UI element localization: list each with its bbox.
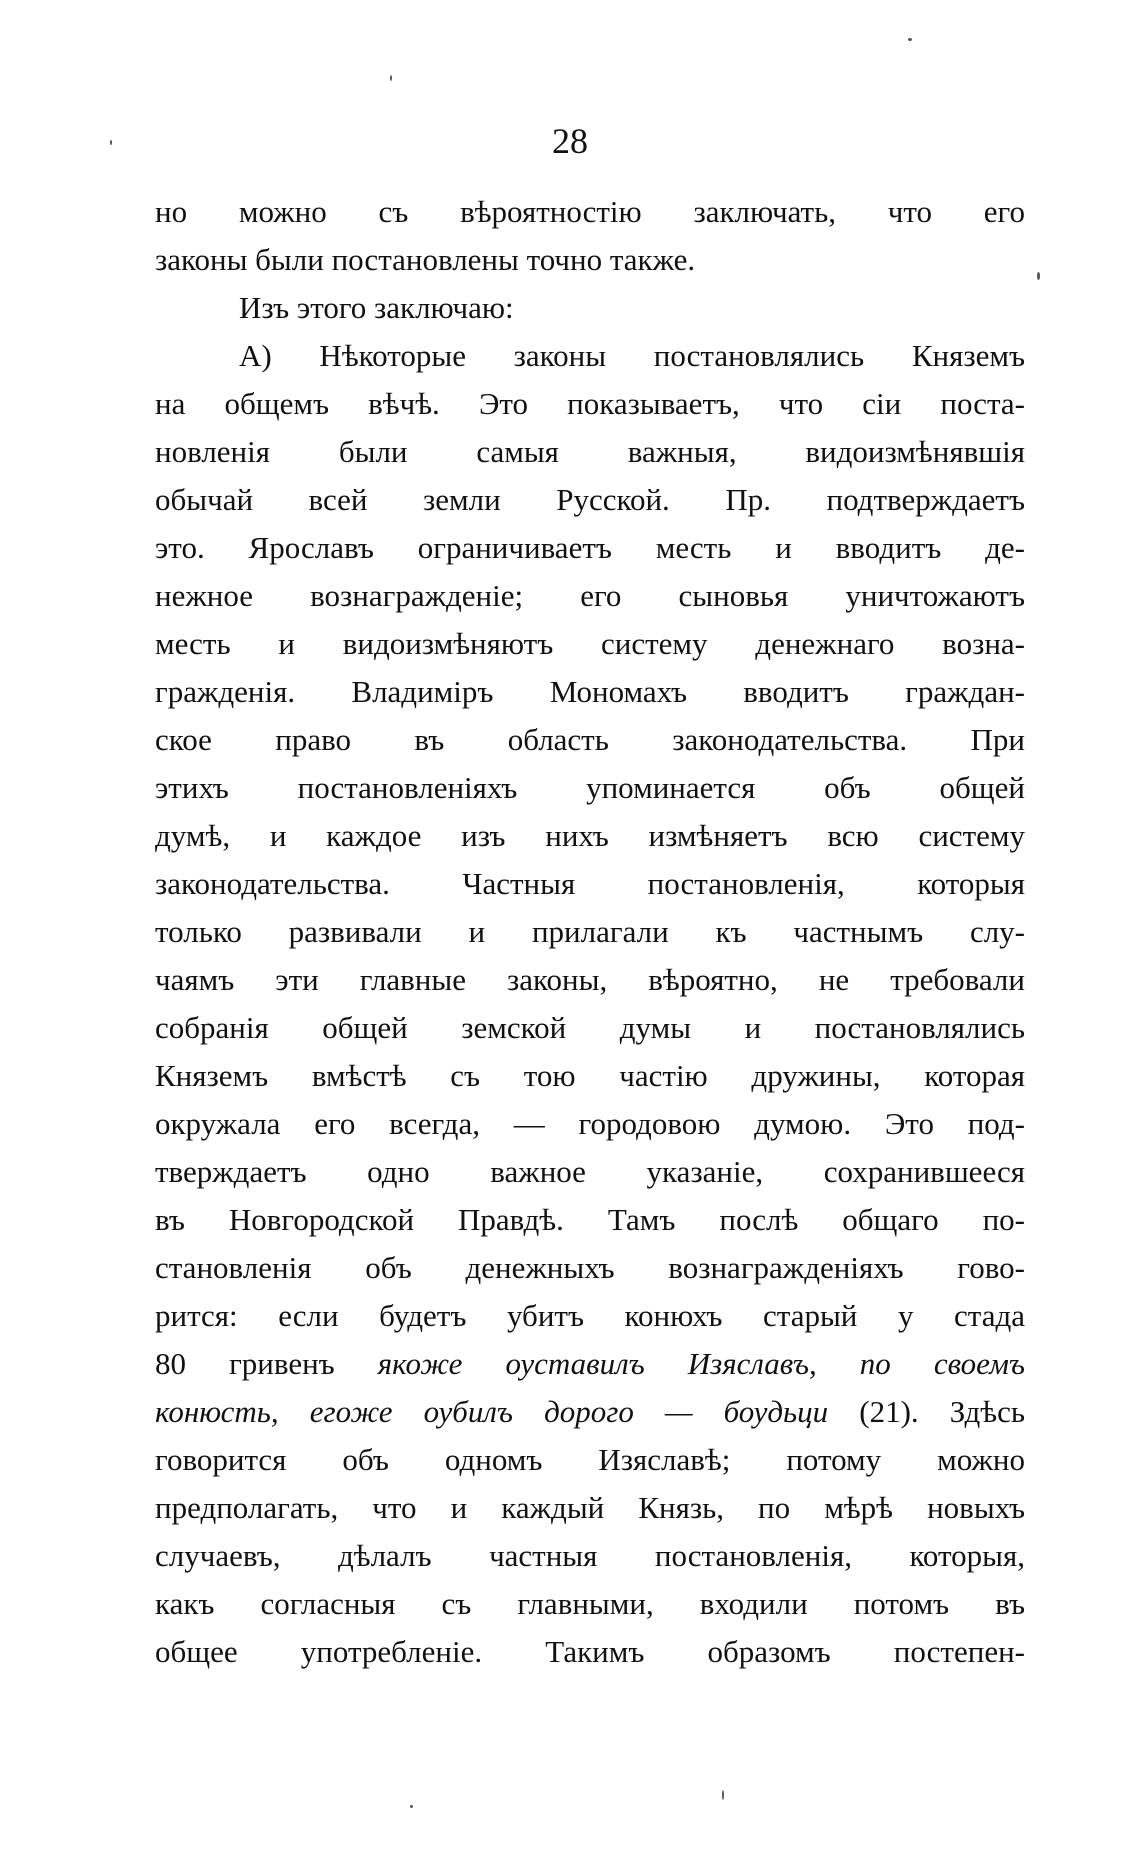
text-line: становленія объ денежныхъ вознагражденіяхъ гово-: [155, 1250, 1025, 1285]
italic-quote: якоже оуставилъ Изяславъ, по своемъ: [377, 1346, 1025, 1381]
text-line: только развивали и прилагали къ частнымъ слу-: [155, 914, 1025, 949]
text-line: собранія общей земской думы и постановлялись: [155, 1010, 1025, 1045]
text-line: чаямъ эти главные законы, вѣроятно, не требовали: [155, 962, 1025, 997]
text-line: въ Новгородской Правдѣ. Тамъ послѣ общаго по-: [155, 1202, 1025, 1237]
scan-speck: [110, 140, 112, 145]
text-line-mixed: [155, 1340, 1025, 1388]
text-line: случаевъ, дѣлалъ частныя постановленія, которыя,: [155, 1538, 1025, 1573]
text-line: Изъ этого заключаю:: [239, 290, 514, 325]
text-line: рится: если будетъ убитъ конюхъ старый у стада: [155, 1298, 1025, 1333]
italic-quote: конюсть, егоже оубилъ дорого — боудьци: [155, 1394, 829, 1429]
text-line: на общемъ вѣчѣ. Это показываетъ, что сіи поста-: [155, 386, 1025, 421]
text-line: ское право въ область законодательства. При: [155, 722, 1025, 757]
scan-speck: [722, 1790, 724, 1800]
text-line: думѣ, и каждое изъ нихъ измѣняетъ всю систему: [155, 818, 1025, 853]
text-line: месть и видоизмѣняютъ систему денежнаго возна-: [155, 626, 1025, 661]
scan-speck: [908, 38, 912, 41]
text-line: гражденія. Владиміръ Мономахъ вводитъ граждан-: [155, 674, 1025, 709]
body-text: [155, 188, 1025, 1676]
text-line: нежное вознагражденіе; его сыновья уничтожаютъ: [155, 578, 1025, 613]
text-line: законы были постановлены точно также.: [155, 242, 696, 277]
text-line: этихъ постановленіяхъ упоминается объ общей: [155, 770, 1025, 805]
text-line: тверждаетъ одно важное указаніе, сохранившееся: [155, 1154, 1025, 1189]
text-line-mixed: [155, 1388, 1025, 1436]
text-line: Княземъ вмѣстѣ съ тою частію дружины, которая: [155, 1058, 1025, 1093]
text-line: новленія были самыя важныя, видоизмѣнявшія: [155, 434, 1025, 469]
text-line: законодательства. Частныя постановленія, которыя: [155, 866, 1025, 901]
text-line: говорится объ одномъ Изяславѣ; потому можно: [155, 1442, 1025, 1477]
text-run: (21). Здѣсь: [859, 1394, 1026, 1429]
text-line: предполагать, что и каждый Князь, по мѣрѣ новыхъ: [155, 1490, 1025, 1525]
text-line: окружала его всегда, — городовою думою. Это под-: [155, 1106, 1025, 1141]
page-number: 28: [552, 121, 588, 161]
text-line: но можно съ вѣроятностію заключать, что его: [155, 194, 1025, 229]
text-line: А) Нѣкоторые законы постановлялись Княземъ: [239, 338, 1025, 373]
text-run: 80 гривенъ: [155, 1346, 335, 1381]
scan-speck: [410, 1805, 413, 1808]
text-line: какъ согласныя съ главными, входили потомъ въ: [155, 1586, 1025, 1621]
scan-speck: [1037, 272, 1040, 280]
text-line: общее употребленіе. Такимъ образомъ постепен-: [155, 1634, 1025, 1669]
scan-speck: [390, 75, 392, 81]
text-line: это. Ярославъ ограничиваетъ месть и вводитъ де-: [155, 530, 1025, 565]
text-line: обычай всей земли Русской. Пр. подтверждаетъ: [155, 482, 1025, 517]
